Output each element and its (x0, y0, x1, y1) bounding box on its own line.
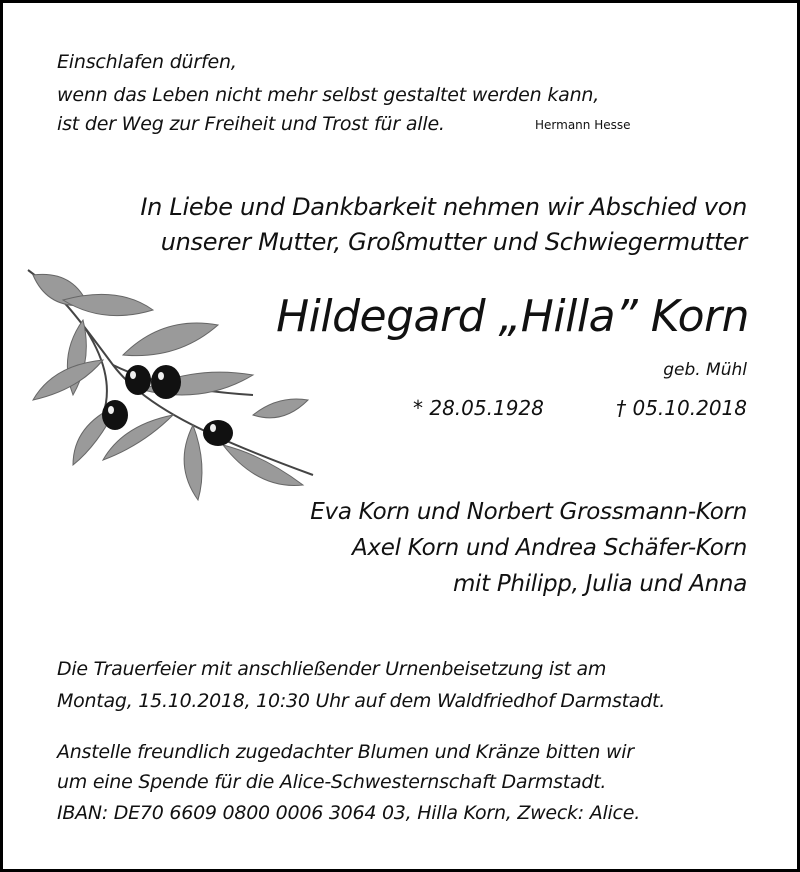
donation-line-1: Anstelle freundlich zugedachter Blumen und Kränze bitten wir (57, 741, 634, 763)
intro-line-2: unserer Mutter, Großmutter und Schwiegermutter (160, 228, 747, 256)
quote-author: Hermann Hesse (535, 118, 631, 132)
death-date: † 05.10.2018 (616, 396, 747, 420)
intro-line-1: In Liebe und Dankbarkeit nehmen wir Abschied von (140, 193, 747, 221)
quote-line-3: ist der Weg zur Freiheit und Trost für alle. (57, 113, 445, 135)
funeral-line-1: Die Trauerfeier mit anschließender Urnenbeisetzung ist am (57, 658, 607, 680)
mourners-line-2: Axel Korn und Andrea Schäfer-Korn (352, 535, 747, 561)
deceased-name: Hildegard „Hilla” Korn (276, 291, 749, 342)
funeral-line-2: Montag, 15.10.2018, 10:30 Uhr auf dem Waldfriedhof Darmstadt. (57, 690, 666, 712)
mourners-line-1: Eva Korn und Norbert Grossmann-Korn (310, 499, 747, 525)
mourners-line-3: mit Philipp, Julia und Anna (452, 571, 747, 597)
birth-date: * 28.05.1928 (413, 396, 544, 420)
donation-line-2: um eine Spende für die Alice-Schwesternschaft Darmstadt. (57, 771, 607, 793)
quote-line-1: Einschlafen dürfen, (57, 51, 237, 73)
quote-line-2: wenn das Leben nicht mehr selbst gestaltet werden kann, (57, 84, 600, 106)
donation-line-3: IBAN: DE70 6609 0800 0006 3064 03, Hilla Korn, Zweck: Alice. (57, 802, 640, 824)
maiden-name: geb. Mühl (663, 360, 747, 380)
